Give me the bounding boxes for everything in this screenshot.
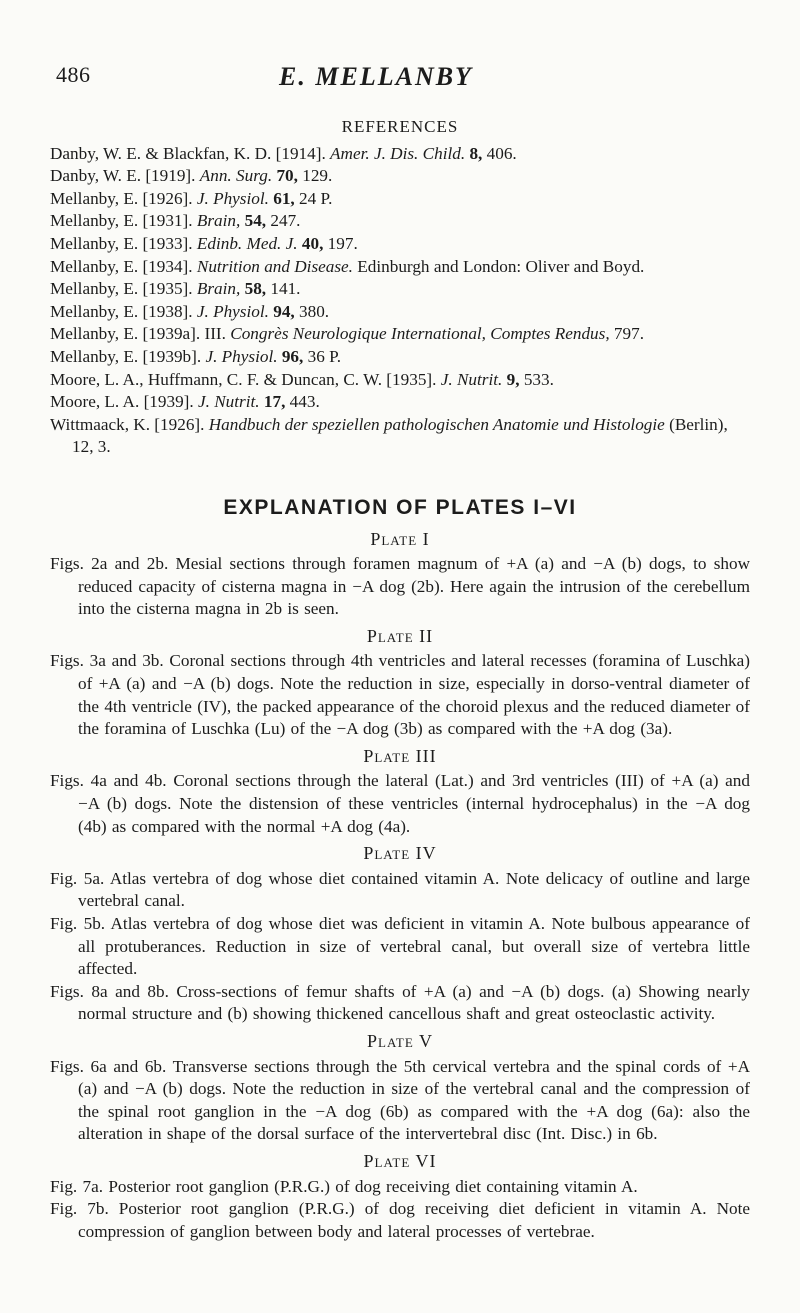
reference-item xyxy=(50,278,750,301)
plate-caption: Fig. 5a. Atlas vertebra of dog whose diet contained vitamin A. Note delicacy of outline and large vertebral canal. xyxy=(50,868,750,911)
reference-item xyxy=(50,188,750,211)
reference-pages: 443. xyxy=(289,392,320,412)
reference-journal: J. Nutrit. xyxy=(440,369,503,389)
reference-pages: 197. xyxy=(327,233,358,253)
reference-journal: Congrès Neurologique International, Comptes Rendus, xyxy=(230,324,610,344)
reference-authors: Wittmaack, K. [1926]. xyxy=(50,414,209,434)
reference-journal: Edinb. Med. J. xyxy=(196,233,298,253)
reference-volume: 94, xyxy=(273,301,295,321)
reference-volume: 17, xyxy=(263,392,286,412)
reference-authors: Mellanby, E. [1939a]. III. xyxy=(50,324,231,344)
reference-pages: Edinburgh and London: Oliver and Boyd. xyxy=(357,256,645,276)
reference-authors: Mellanby, E. [1938]. xyxy=(50,301,197,321)
plate-caption: Figs. 2a and 2b. Mesial sections through foramen magnum of +A (a) and −A (b) dogs, to show reduced capacity of cisterna magna in −A dog (2b). Here again the intrusion of the cerebellum into the cisterna magna in 2b is seen. xyxy=(50,554,750,619)
reference-volume: 8, xyxy=(469,143,483,163)
plate-heading: Plate III xyxy=(363,745,437,766)
page-body xyxy=(50,116,750,1243)
reference-volume: 61, xyxy=(273,188,295,208)
plate-heading: Plate VI xyxy=(363,1150,437,1171)
reference-volume: 70, xyxy=(276,166,298,186)
reference-authors: Moore, L. A. [1939]. xyxy=(50,392,198,412)
reference-volume: 96, xyxy=(281,346,304,366)
reference-volume: 40, xyxy=(301,233,324,253)
reference-pages: 533. xyxy=(523,369,554,389)
reference-authors: Moore, L. A., Huffmann, C. F. & Duncan, C. W. [1935]. xyxy=(50,369,441,389)
reference-journal: Brain, xyxy=(196,211,241,231)
reference-journal: Amer. J. Dis. Child. xyxy=(330,143,466,163)
reference-item xyxy=(50,414,750,459)
reference-journal: J. Physiol. xyxy=(196,188,269,208)
explanation-title: EXPLANATION OF PLATES I–VI xyxy=(223,495,577,519)
plates-list xyxy=(50,528,750,1244)
reference-volume: 9, xyxy=(506,369,520,389)
reference-item xyxy=(50,369,750,392)
reference-journal: Brain, xyxy=(196,279,241,299)
plate-caption: Figs. 4a and 4b. Coronal sections through the lateral (Lat.) and 3rd ventricles (III) of +A (a) and −A (b) dogs. Note the distension of these ventricles (internal hydrocephalus) in the −A dog (4b) as compared with the normal +A dog (4a). xyxy=(50,771,750,836)
page-header xyxy=(56,62,696,92)
reference-journal: J. Physiol. xyxy=(196,301,269,321)
reference-item xyxy=(50,210,750,233)
reference-pages: (Berlin), 12, 3. xyxy=(72,414,728,457)
reference-volume: 58, xyxy=(244,279,267,299)
reference-item xyxy=(50,391,750,414)
references-list xyxy=(50,143,750,459)
plate-caption: Figs. 6a and 6b. Transverse sections through the 5th cervical vertebra and the spinal cords of +A (a) and −A (b) dogs. Note the reduction in size of the vertebral canal and the compression of the spinal root ganglion in the −A dog (6b) as compared with the +A dog (6a): also the alteration in shape of the dorsal surface of the intervertebral disc (Int. Disc.) in 6b. xyxy=(50,1056,750,1144)
reference-item xyxy=(50,346,750,369)
plate-heading: Plate V xyxy=(367,1030,433,1051)
reference-authors: Danby, W. E. [1919]. xyxy=(50,166,200,186)
plate-caption: Fig. 7b. Posterior root ganglion (P.R.G.) of dog receiving diet deficient in vitamin A. Note compression of ganglion between body and lateral processes of vertebrae. xyxy=(50,1199,750,1241)
reference-authors: Mellanby, E. [1935]. xyxy=(50,279,197,299)
reference-item xyxy=(50,143,750,166)
plate-caption: Figs. 8a and 8b. Cross-sections of femur shafts of +A (a) and −A (b) dogs. (a) Showing nearly normal structure and (b) showing thickened cancellous shaft and great osteoclastic activity. xyxy=(50,981,750,1024)
reference-journal: Ann. Surg. xyxy=(199,166,273,186)
reference-pages: 36 P. xyxy=(307,346,342,366)
reference-item xyxy=(50,301,750,324)
reference-pages: 380. xyxy=(299,301,330,321)
plate-heading: Plate IV xyxy=(363,843,437,864)
reference-authors: Mellanby, E. [1933]. xyxy=(50,233,197,253)
plate-heading: Plate I xyxy=(370,528,430,549)
reference-item xyxy=(50,256,750,279)
reference-pages: 406. xyxy=(486,143,517,163)
reference-pages: 247. xyxy=(270,211,301,231)
reference-pages: 129. xyxy=(302,166,333,186)
reference-item xyxy=(50,233,750,256)
reference-journal: J. Physiol. xyxy=(205,346,278,366)
references-title: REFERENCES xyxy=(341,117,459,136)
reference-authors: Mellanby, E. [1931]. xyxy=(50,211,197,231)
plate-caption: Fig. 5b. Atlas vertebra of dog whose diet was deficient in vitamin A. Note bulbous appearance of all protuberances. Reduction in size of vertebral canal, but overall size of vertebra little affected. xyxy=(50,914,750,979)
plate-heading: Plate II xyxy=(366,625,434,646)
reference-pages: 797. xyxy=(613,324,644,344)
reference-item xyxy=(50,165,750,188)
reference-item xyxy=(50,323,750,346)
reference-authors: Mellanby, E. [1926]. xyxy=(50,188,197,208)
reference-journal: Handbuch der speziellen pathologischen Anatomie und Histologie xyxy=(208,414,665,434)
reference-journal: Nutrition and Disease. xyxy=(196,256,353,276)
page-number: 486 xyxy=(56,62,91,87)
running-head: E. MELLANBY xyxy=(279,62,473,91)
reference-volume: 54, xyxy=(244,211,267,231)
reference-pages: 24 P. xyxy=(299,188,333,208)
plate-caption: Figs. 3a and 3b. Coronal sections through 4th ventricles and lateral recesses (foramina of Luschka) of +A (a) and −A (b) dogs. Note the reduction in size, especially in dorso-ventral diameter of the 4th ventricle (IV), the packed appearance of the choroid plexus and the reduced diameter of the foramina of Luschka (Lu) of the −A dog (3b) as compared with the +A dog (3a). xyxy=(50,651,750,739)
reference-authors: Mellanby, E. [1939b]. xyxy=(50,346,206,366)
reference-journal: J. Nutrit. xyxy=(197,392,260,412)
plate-caption: Fig. 7a. Posterior root ganglion (P.R.G.) of dog receiving diet containing vitamin A. xyxy=(50,1176,638,1196)
reference-pages: 141. xyxy=(270,279,301,299)
reference-authors: Mellanby, E. [1934]. xyxy=(50,256,197,276)
reference-authors: Danby, W. E. & Blackfan, K. D. [1914]. xyxy=(50,143,331,163)
